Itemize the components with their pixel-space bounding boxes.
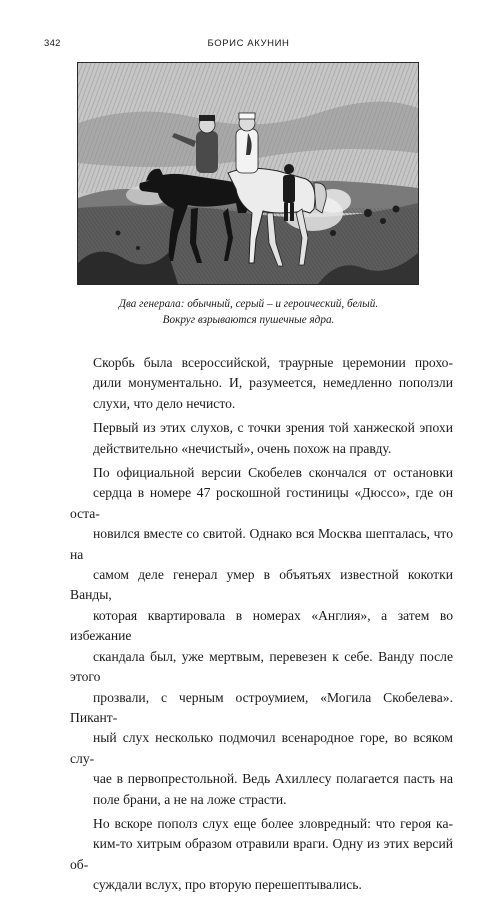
paragraph-2 [70, 418, 453, 459]
page-number: 342 [44, 38, 61, 49]
paragraph-3 [70, 463, 453, 810]
text-line: прозвали, с черным остроумием, «Могила Скобелева». Пикант- [70, 689, 453, 725]
text-line: поле брани, а не на ложе страсти. [93, 791, 287, 807]
text-line: скандала был, уже мертвым, перевезен к себе. Ванду после этого [70, 648, 453, 685]
caption-line: Два генерала: обычный, серый – и героический, белый. [118, 298, 379, 310]
text-line: ким-то хитрым образом отравили враги. Одну из этих версий об- [70, 836, 453, 872]
text-line: которая квартировала в номерах «Англия», а затем во избежание [70, 607, 453, 644]
text-line: По официальной версии Скобелев скончался от остановки [93, 465, 453, 481]
engraving-drawing [78, 63, 418, 284]
text-line: Первый из этих слухов, с точки зрения той ханжеской эпохи [93, 420, 453, 436]
caption-line: Вокруг взрываются пушечные ядра. [162, 314, 335, 326]
paragraph-4 [70, 814, 453, 896]
text-line: новился вместе со свитой. Однако вся Москва шепталась, что на [70, 526, 453, 562]
page-header [44, 38, 453, 52]
running-head: БОРИС АКУНИН [207, 38, 290, 49]
text-line: суждали вслух, про вторую перешептывались. [93, 877, 362, 893]
white-general-rider [236, 113, 258, 173]
body-text [70, 353, 453, 900]
text-line: дили монументально. И, разумеется, немедленно поползли [93, 375, 453, 391]
text-line: ный слух несколько подмочил всенародное горе, во всяком слу- [70, 730, 453, 766]
text-line: действительно «нечистый», очень похож на правду. [93, 440, 392, 456]
text-line: слухи, что дело нечисто. [93, 395, 236, 411]
figure-caption [44, 296, 453, 328]
engraving-illustration [77, 62, 419, 285]
text-line: самом деле генерал умер в объятьях известной кокотки Ванды, [70, 567, 453, 603]
text-line: Скорбь была всероссийской, траурные церемонии прохо- [93, 355, 453, 370]
text-line: Но вскоре пополз слух еще более зловредный: что героя ка- [93, 815, 453, 831]
text-line: чае в первопрестольной. Ведь Ахиллесу полагается пасть на [93, 771, 453, 787]
text-line: сердца в номере 47 роскошной гостиницы «Дюссо», где он оста- [70, 485, 453, 521]
paragraph-1 [70, 353, 453, 414]
